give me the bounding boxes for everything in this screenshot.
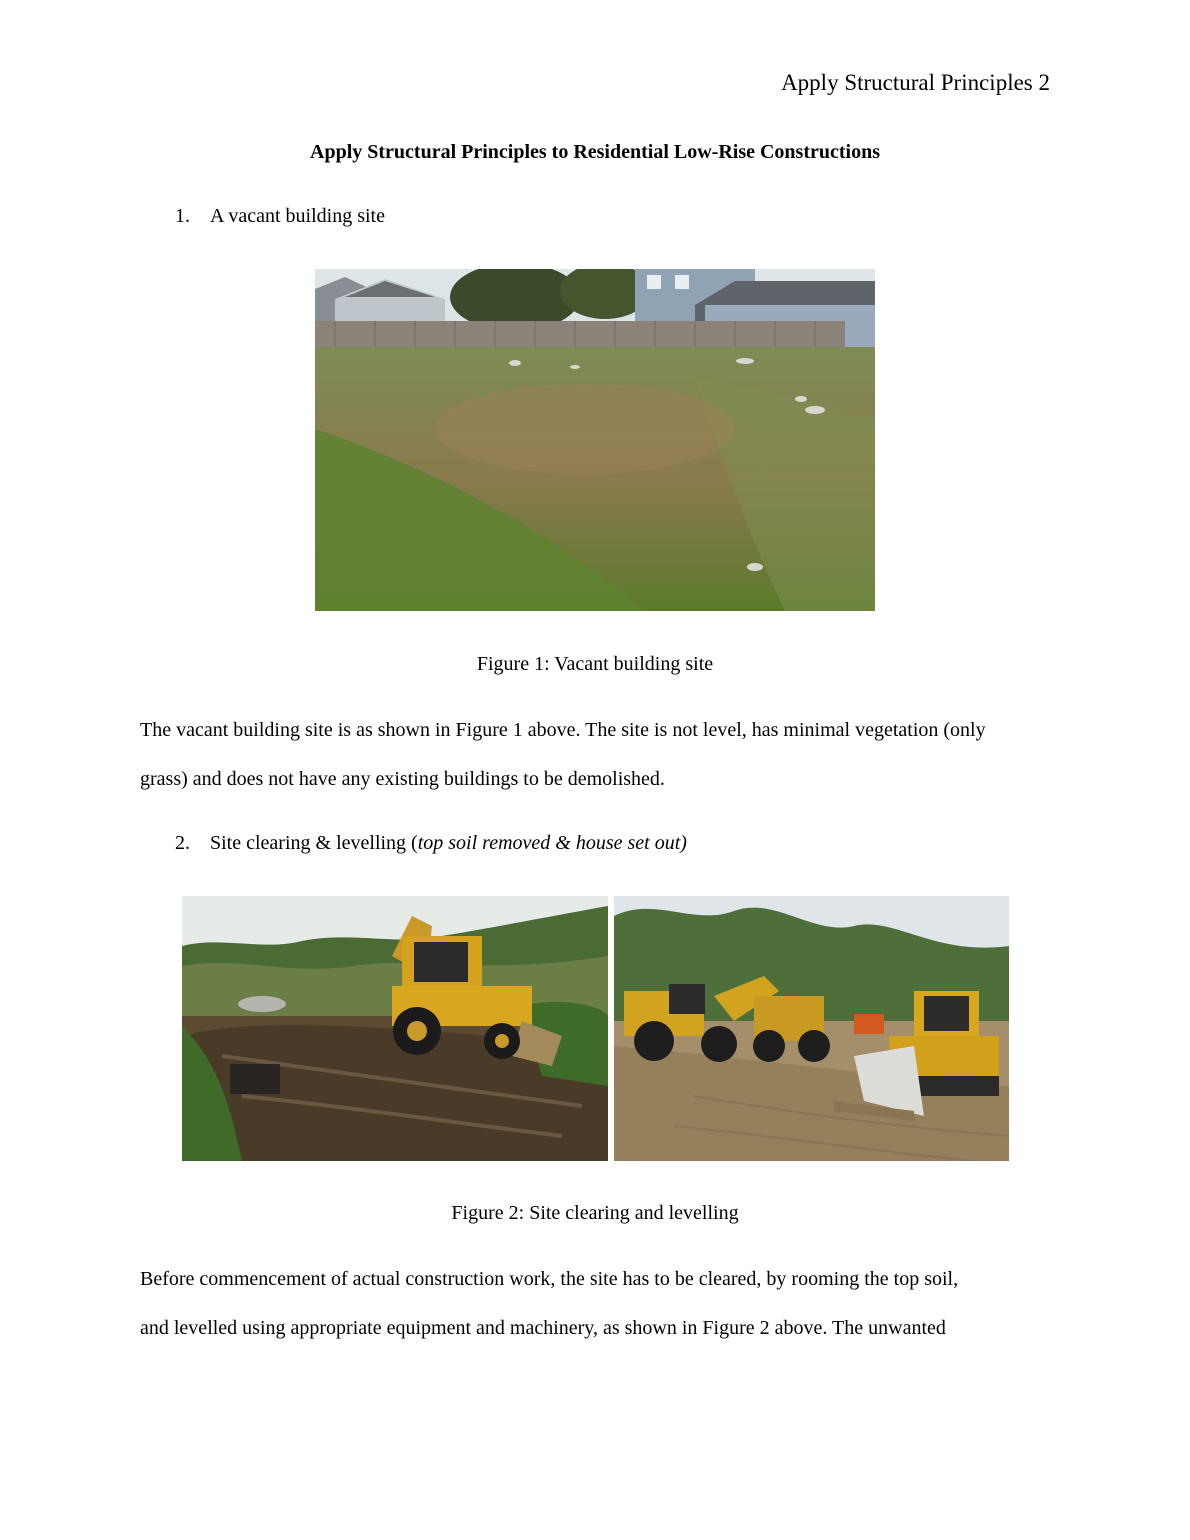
document-title: Apply Structural Principles to Residential Low-Rise Constructions: [310, 141, 880, 163]
list-number: 1.: [175, 205, 190, 227]
list-number: 2.: [175, 832, 190, 854]
figure-2-caption: Figure 2: Site clearing and levelling: [451, 1202, 739, 1224]
list-heading: A vacant building site: [210, 205, 385, 227]
bulldozer-loader-photo: [614, 896, 1009, 1161]
paragraph-line: Before commencement of actual construction work, the site has to be cleared, by rooming the top soil,: [140, 1268, 959, 1290]
paragraph-line: The vacant building site is as shown in Figure 1 above. The site is not level, has minimal vegetation (only: [140, 719, 986, 741]
paragraph-line: grass) and does not have any existing buildings to be demolished.: [140, 768, 665, 790]
paragraph-line: and levelled using appropriate equipment and machinery, as shown in Figure 2 above. The unwanted: [140, 1317, 946, 1339]
backhoe-loader-photo: [182, 896, 608, 1161]
paragraph-1: [140, 706, 1050, 804]
paragraph-2: [140, 1255, 1050, 1353]
figure-1-caption: Figure 1: Vacant building site: [476, 653, 714, 675]
running-head: Apply Structural Principles 2: [781, 70, 1050, 95]
list-heading: [210, 832, 687, 855]
vacant-lot-photo: [315, 269, 875, 611]
heading-italic-text: top soil removed & house set out): [417, 832, 687, 854]
heading-plain-text: Site clearing & levelling (: [210, 832, 418, 854]
